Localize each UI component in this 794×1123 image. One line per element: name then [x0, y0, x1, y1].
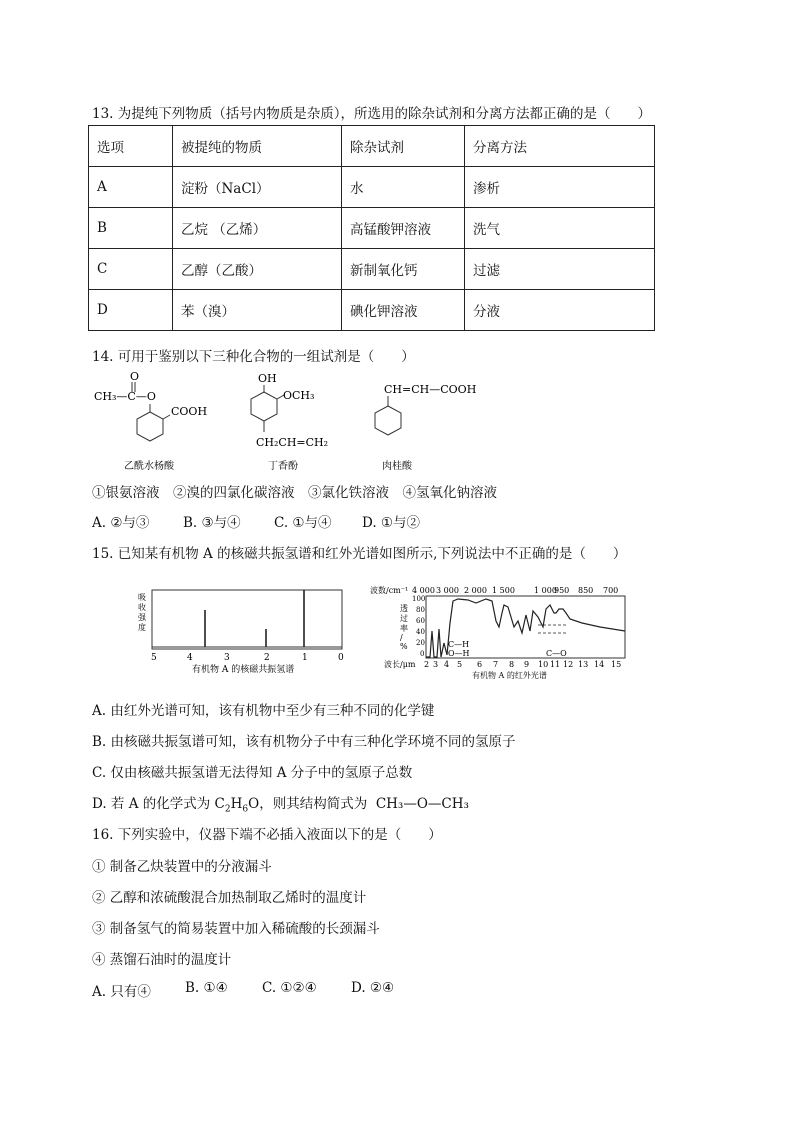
- table-cell: 新制氧化钙: [342, 249, 465, 290]
- nmr-tick: 3: [224, 653, 230, 663]
- subscript: 6: [242, 804, 249, 815]
- q15-option-b: B. 由核磁共振氢谱可知，该有机物分子中有三种化学环境不同的氢原子: [92, 734, 516, 750]
- table-row: [89, 167, 655, 208]
- structure-label: CH₂CH=CH₂: [256, 436, 329, 449]
- structural-formula: CH₃—O—CH₃: [375, 796, 469, 812]
- ir-y-tick: 40: [416, 628, 425, 636]
- table-row: [89, 208, 655, 249]
- table-header: 分离方法: [465, 126, 655, 167]
- ir-top-tick: 4 000: [412, 586, 435, 595]
- structure-eugenol: [251, 372, 328, 472]
- q16-option-c: C. ①②④: [262, 980, 317, 996]
- ir-top-tick: 2 000: [464, 586, 487, 595]
- ir-bottom-tick: 7: [493, 660, 499, 669]
- ir-bond-label: C—O: [546, 649, 567, 658]
- table-header: 除杂试剂: [342, 126, 465, 167]
- ir-bottom-label: 波长/μm: [384, 660, 416, 669]
- compound-name: 丁香酚: [268, 461, 298, 472]
- q15-option-c: C. 仅由核磁共振氢谱无法得知 A 分子中的氢原子总数: [92, 765, 413, 781]
- option-d-text: H: [230, 796, 243, 812]
- q13-stem: 13. 为提纯下列物质（括号内物质是杂质），所选用的除杂试剂和分离方法都正确的是（ ）: [92, 106, 652, 122]
- q16-option-d: D. ②④: [351, 980, 395, 996]
- ir-bottom-tick: 15: [611, 660, 622, 669]
- nmr-ylabel: 强: [138, 613, 146, 622]
- ir-ylabel: 率: [400, 624, 408, 633]
- ir-top-tick: 3 000: [436, 586, 459, 595]
- ir-y-tick: 60: [416, 617, 425, 625]
- ir-bottom-tick: 12: [563, 660, 574, 669]
- table-cell: 分液: [465, 290, 655, 331]
- ir-bottom-tick: 3: [433, 660, 439, 669]
- ir-bond-label: C—H: [448, 640, 470, 649]
- table-row: [89, 249, 655, 290]
- ir-y-tick: 100: [412, 595, 426, 603]
- structure-aspirin: [94, 370, 207, 472]
- ir-top-label: 波数/cm⁻¹: [370, 586, 409, 595]
- nmr-tick: 5: [151, 653, 157, 663]
- ir-bottom-tick: 14: [594, 660, 605, 669]
- table-cell: 洗气: [465, 208, 655, 249]
- q16-option-a: A. 只有④: [92, 984, 151, 1000]
- nmr-spectrum: [134, 588, 354, 676]
- structure-label: CH=CH—COOH: [384, 383, 477, 396]
- table-cell: 高锰酸钾溶液: [342, 208, 465, 249]
- nmr-tick: 2: [264, 653, 270, 663]
- option-d-text: D. 若 A 的化学式为 C: [92, 796, 225, 812]
- table-cell: 过滤: [465, 249, 655, 290]
- ir-bottom-tick: 4: [444, 660, 450, 669]
- structure-label: CH₃—C—O: [94, 390, 156, 403]
- ir-bottom-tick: 13: [578, 660, 589, 669]
- table-cell: 渗析: [465, 167, 655, 208]
- nmr-tick: 4: [187, 653, 193, 663]
- ir-ylabel: %: [400, 642, 408, 651]
- ir-ylabel: /: [400, 633, 403, 642]
- ir-bottom-tick: 9: [524, 660, 530, 669]
- structure-label: COOH: [171, 405, 208, 418]
- ir-bottom-tick: 2: [424, 660, 430, 669]
- ir-bottom-tick: 10: [538, 660, 549, 669]
- nmr-tick: 0: [338, 653, 344, 663]
- ir-ylabel: 透: [400, 604, 408, 613]
- q16-item: ① 制备乙炔装置中的分液漏斗: [92, 859, 272, 875]
- option-d-text: O，则其结构简式为: [248, 796, 368, 812]
- compound-name: 乙酰水杨酸: [124, 461, 174, 472]
- table-cell: 淀粉（NaCl）: [173, 167, 342, 208]
- q14-option-d: D. ①与②: [362, 515, 421, 531]
- q16-item: ③ 制备氢气的简易装置中加入稀硫酸的长颈漏斗: [92, 921, 380, 937]
- ir-bottom-tick: 5: [457, 660, 463, 669]
- ir-bottom-tick: 6: [477, 660, 483, 669]
- nmr-tick: 1: [302, 653, 308, 663]
- ir-bottom-tick: 11: [550, 660, 561, 669]
- ir-top-tick: 700: [603, 586, 619, 595]
- ir-y-tick: 80: [416, 606, 425, 614]
- q16-stem: 16. 下列实验中，仪器下端不必插入液面以下的是（ ）: [92, 827, 442, 843]
- table-cell: 苯（溴）: [173, 290, 342, 331]
- ir-top-tick: 850: [578, 586, 594, 595]
- nmr-ylabel: 收: [138, 603, 146, 612]
- ir-caption: 有机物 A 的红外光谱: [472, 671, 547, 680]
- table-cell: 乙烷 （乙烯）: [173, 208, 342, 249]
- table-cell: B: [89, 208, 173, 249]
- ir-top-tick: 1 000: [534, 586, 557, 595]
- q14-option-c: C. ①与④: [274, 515, 332, 531]
- nmr-ylabel: 度: [138, 623, 146, 632]
- nmr-ylabel: 吸: [138, 593, 146, 602]
- table-header: 选项: [89, 126, 173, 167]
- q15-option-a: A. 由红外光谱可知，该有机物中至少有三种不同的化学键: [92, 703, 435, 719]
- q14-option-b: B. ③与④: [183, 515, 241, 531]
- ir-bottom-tick: 8: [509, 660, 515, 669]
- structure-label: O: [130, 370, 140, 383]
- compound-name: 肉桂酸: [382, 461, 412, 472]
- table-cell: 水: [342, 167, 465, 208]
- q14-structures: [88, 368, 508, 474]
- ir-top-tick: 950: [554, 586, 570, 595]
- ir-spectrum: [368, 583, 630, 681]
- subscript: 2: [224, 804, 231, 815]
- q13-table: [88, 125, 655, 331]
- table-cell: C: [89, 249, 173, 290]
- ir-top-tick: 1 500: [492, 586, 515, 595]
- nmr-caption: 有机物 A 的核磁共振氢谱: [192, 665, 295, 675]
- q14-option-a: A. ②与③: [92, 515, 150, 531]
- nmr-frame: [152, 590, 342, 649]
- structure-cinnamic-acid: [375, 383, 476, 472]
- ir-y-tick: 0: [420, 650, 425, 658]
- structure-label: OCH₃: [283, 389, 315, 402]
- table-cell: 碘化钾溶液: [342, 290, 465, 331]
- q14-reagents: ①银氨溶液 ②溴的四氯化碳溶液 ③氯化铁溶液 ④氢氧化钠溶液: [92, 485, 497, 501]
- ir-bond-label: O—H: [448, 649, 470, 658]
- q15-option-d: [92, 792, 469, 815]
- table-cell: D: [89, 290, 173, 331]
- ir-y-tick: 20: [416, 639, 425, 647]
- q14-stem: 14. 可用于鉴别以下三种化合物的一组试剂是（ ）: [92, 349, 415, 365]
- table-row: [89, 290, 655, 331]
- q16-option-b: B. ①④: [185, 980, 228, 996]
- table-cell: A: [89, 167, 173, 208]
- table-header-row: [89, 126, 655, 167]
- table-header: 被提纯的物质: [173, 126, 342, 167]
- q15-stem: 15. 已知某有机物 A 的核磁共振氢谱和红外光谱如图所示,下列说法中不正确的是（ ）: [92, 546, 627, 562]
- q16-item: ② 乙醇和浓硫酸混合加热制取乙烯时的温度计: [92, 890, 367, 906]
- table-cell: 乙醇（乙酸）: [173, 249, 342, 290]
- q16-item: ④ 蒸馏石油时的温度计: [92, 952, 232, 968]
- ir-ylabel: 过: [400, 614, 408, 623]
- structure-label: OH: [258, 372, 277, 385]
